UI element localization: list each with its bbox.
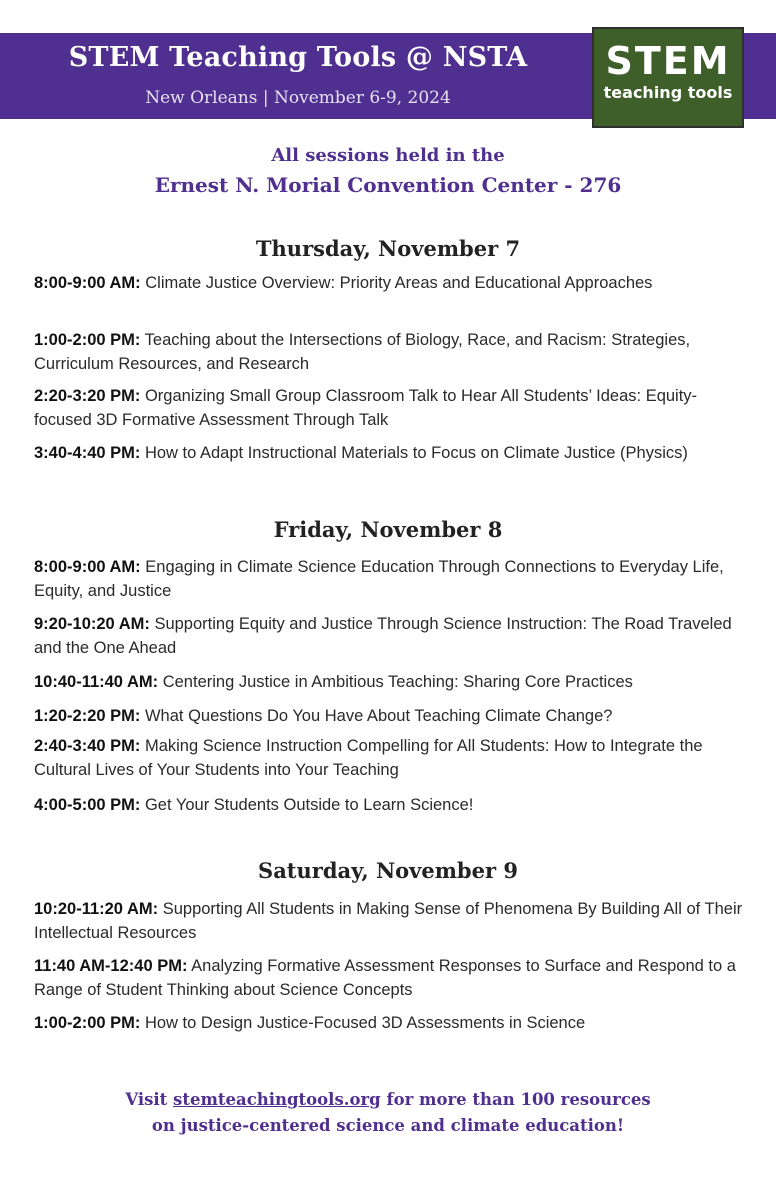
session-time: 1:00-2:00 PM: — [34, 331, 141, 349]
session-item — [34, 271, 749, 295]
session-time: 11:40 AM-12:40 PM: — [34, 957, 188, 975]
session-title: Teaching about the Intersections of Biology, Race, and Racism: Strategies, Curriculum Resources, and Research — [34, 331, 691, 373]
session-time: 3:40-4:40 PM: — [34, 444, 141, 462]
event-location-dates: New Orleans | November 6-9, 2024 — [145, 88, 451, 108]
session-time: 10:20-11:20 AM: — [34, 900, 159, 918]
venue-intro: All sessions held in the — [271, 145, 505, 166]
stem-teaching-tools-logo — [592, 27, 744, 128]
session-item — [34, 1011, 749, 1035]
session-time: 4:00-5:00 PM: — [34, 796, 141, 814]
session-title: Supporting All Students in Making Sense of Phenomena By Building All of Their Intellectual Resources — [34, 900, 743, 942]
session-time: 9:20-10:20 AM: — [34, 615, 150, 633]
page-title: STEM Teaching Tools @ NSTA — [68, 42, 528, 73]
session-title: Engaging in Climate Science Education Through Connections to Everyday Life, Equity, and Justice — [34, 558, 724, 600]
logo-wordmark: STEM — [605, 39, 731, 83]
session-time: 2:40-3:40 PM: — [34, 737, 141, 755]
footer-prefix: Visit — [125, 1090, 174, 1109]
footer-line-1 — [0, 1090, 776, 1109]
session-title: Making Science Instruction Compelling for All Students: How to Integrate the Cultural Lives of Your Students into Your Teaching — [34, 737, 703, 779]
session-item — [34, 384, 749, 432]
session-title: Organizing Small Group Classroom Talk to Hear All Students’ Ideas: Equity-focused 3D Formative Assessment Through Talk — [34, 387, 698, 429]
session-title: What Questions Do You Have About Teaching Climate Change? — [144, 707, 613, 725]
session-item — [34, 612, 749, 660]
session-item — [34, 328, 749, 376]
session-title: Climate Justice Overview: Priority Areas and Educational Approaches — [145, 274, 653, 292]
venue-name: Ernest N. Morial Convention Center - 276 — [154, 173, 622, 197]
session-time: 1:00-2:00 PM: — [34, 1014, 141, 1032]
session-title: Get Your Students Outside to Learn Science! — [144, 796, 474, 814]
session-item — [34, 734, 749, 782]
day-heading-thursday: Thursday, November 7 — [255, 236, 521, 261]
session-time: 1:20-2:20 PM: — [34, 707, 141, 725]
session-item — [34, 441, 749, 465]
session-time: 2:20-3:20 PM: — [34, 387, 141, 405]
session-title: Supporting Equity and Justice Through Science Instruction: The Road Traveled and the One Ahead — [34, 615, 732, 657]
day-heading-saturday: Saturday, November 9 — [258, 858, 518, 883]
session-title: How to Design Justice-Focused 3D Assessments in Science — [144, 1014, 586, 1032]
logo-tagline: teaching tools — [603, 83, 733, 102]
session-item — [34, 897, 749, 945]
session-title: Centering Justice in Ambitious Teaching: Sharing Core Practices — [162, 673, 633, 691]
session-title: How to Adapt Instructional Materials to Focus on Climate Justice (Physics) — [144, 444, 688, 462]
session-item — [34, 670, 749, 694]
session-item — [34, 793, 749, 817]
website-link[interactable]: stemteachingtools.org — [173, 1090, 381, 1109]
session-item — [34, 954, 749, 1002]
session-time: 8:00-9:00 AM: — [34, 274, 141, 292]
session-title: Analyzing Formative Assessment Responses to Surface and Respond to a Range of Student Thinking about Science Concepts — [34, 957, 736, 999]
footer-line-2: on justice-centered science and climate education! — [151, 1116, 625, 1135]
day-heading-friday: Friday, November 8 — [273, 517, 503, 542]
session-time: 8:00-9:00 AM: — [34, 558, 141, 576]
session-time: 10:40-11:40 AM: — [34, 673, 159, 691]
session-item — [34, 555, 749, 603]
footer-suffix: for more than 100 resources — [380, 1090, 651, 1109]
session-item — [34, 704, 749, 728]
